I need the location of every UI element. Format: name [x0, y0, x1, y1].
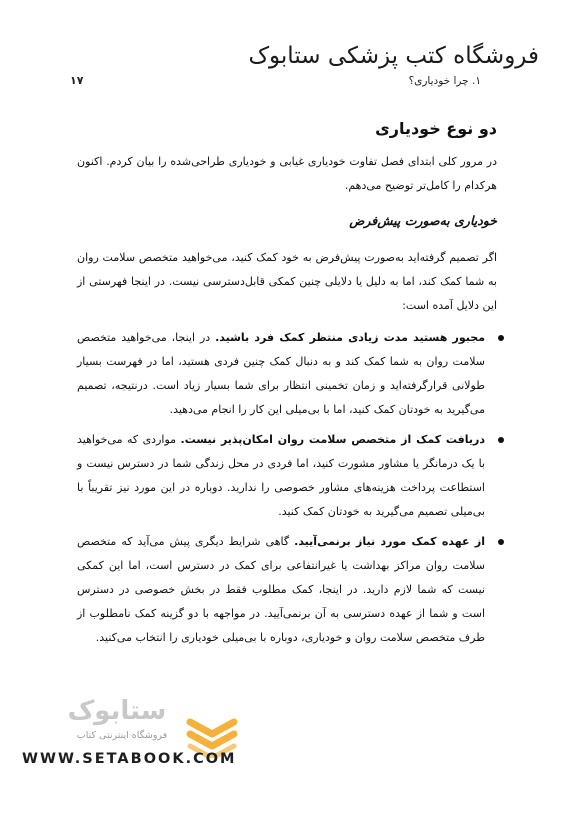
section-heading: دو نوع خودیاری [375, 119, 497, 138]
reason-heading: دریافت کمک از متخصص سلامت روان امکان‌پذیر نیست. [180, 433, 486, 446]
reason-body: گاهی شرایط دیگری پیش می‌آید که متخصص سلامت روان مراکز بهداشت یا غیرانتفاعی برای کمک در دسترس است، اما این کمکی نیست که شما لازم دارید. در اینجا، کمک مطلوب فقط در بخش خصوصی در دسترس است و شما از عهده دسترسی به آن برنمی‌آیید. در مواجهه با دو گزینه کمک نامطلوب از طرف متخصص سلامت روان و خودیاری، دوباره با بی‌میلی خودیاری را انتخاب می‌کنید. [77, 535, 485, 644]
logo-tagline: فروشگاه اینترنتی کتاب [76, 730, 168, 741]
list-item [77, 530, 497, 650]
store-banner: فروشگاه کتب پزشکی ستابوک [248, 43, 539, 69]
reason-body: مواردی که می‌خواهید با یک درمانگر یا مشاور مشورت کنید، اما فردی در محل زندگی شما در دسترس نیست و استطاعت پرداخت هزینه‌های مشاور خصوصی را ندارید. دوباره در این مورد نیز تقریباً با بی‌میلی تصمیم می‌گیرید به خودتان کمک کنید. [77, 433, 485, 518]
reason-body: در اینجا، می‌خواهید متخصص سلامت روان به شما کمک کند و به دنبال کمک چنین فردی هستید، اما در فهرست بسیار طولانی قرارگرفته‌اید و زمان تخمینی انتظار برای شما بسیار زیاد است. درنتیجه، تصمیم می‌گیرید به خودتان کمک کنید، اما با بی‌میلی این کار را انجام می‌دهید. [77, 331, 485, 416]
body-paragraph: اگر تصمیم گرفته‌اید به‌صورت پیش‌فرض به خود کمک کنید، می‌خواهید متخصص سلامت روان به شما کمک کند، اما به دلیل یا دلایلی چنین کمکی قابل‌دسترسی نیست. در اینجا فهرستی از این دلایل آمده است: [77, 251, 497, 312]
list-item [77, 326, 497, 422]
reasons-list [77, 326, 497, 656]
reason-heading: مجبور هستید مدت زیادی منتظر کمک فرد باشید. [215, 331, 486, 344]
list-item [77, 428, 497, 524]
page-number: ۱۷ [70, 74, 84, 87]
reason-heading: از عهده کمک مورد نیاز برنمی‌آیید. [294, 535, 485, 548]
bullet-icon [498, 539, 504, 545]
site-url: WWW.SETABOOK.COM [22, 751, 237, 767]
bullet-icon [498, 437, 504, 443]
intro-paragraph: در مرور کلی ابتدای فصل تفاوت خودیاری غیابی و خودیاری طراحی‌شده را بیان کردم. اکنون هرکدام را کامل‌تر توضیح می‌دهم. [77, 155, 497, 192]
bullet-icon [498, 335, 504, 341]
book-stack-icon [184, 702, 240, 758]
running-header [70, 72, 481, 90]
chapter-title: ۱. چرا خودیاری؟ [408, 75, 481, 87]
subsection-heading: خودیاری به‌صورت پیش‌فرض [349, 213, 497, 228]
logo-wordmark: ستابوک [67, 696, 167, 726]
